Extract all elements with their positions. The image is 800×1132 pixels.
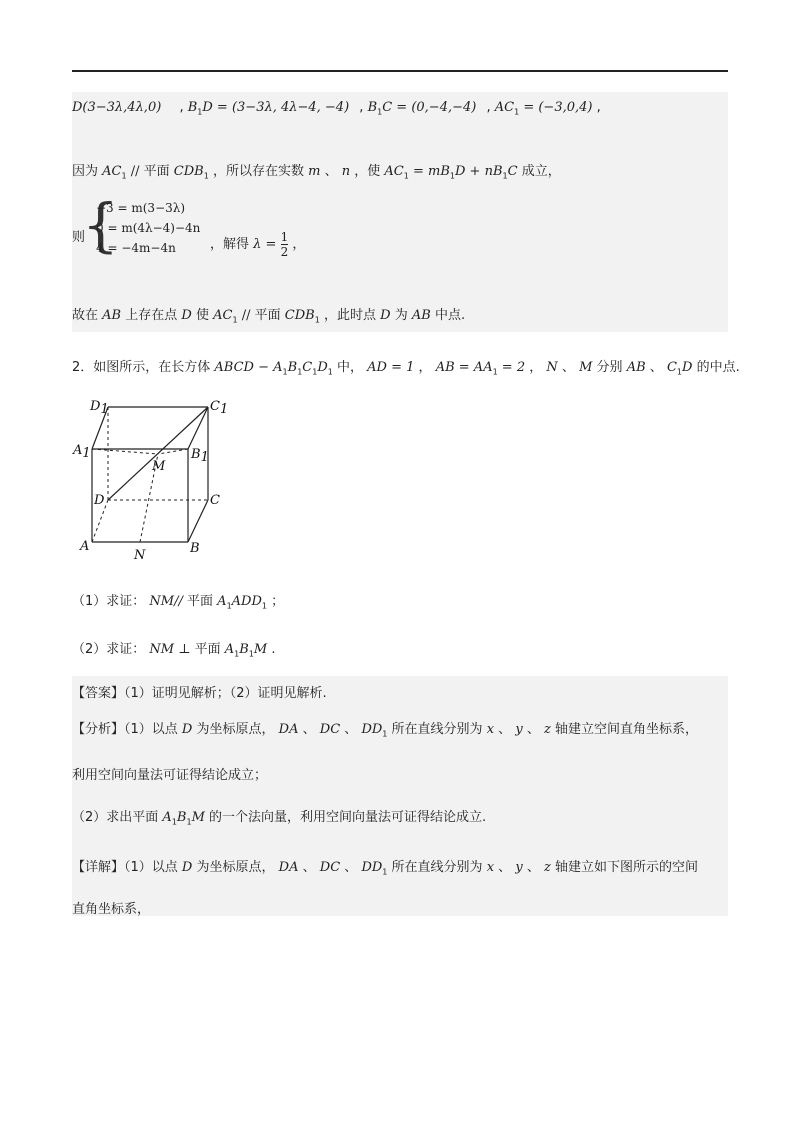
line-coords: D(3−3λ,4λ,0) , $B_1D = (3-3\lambda$, 4λ−4, −4) , $B_1C = (0,-4,-4)$ , $AC_1 = (-3,0,4)$ ,	[72, 100, 601, 117]
label-c1: C1	[210, 399, 229, 417]
analysis-line-2: 利用空间向量法可证得结论成立；	[72, 768, 268, 783]
detail-line-2: 直角坐标系，	[72, 902, 151, 917]
solve-result: ，解得 λ = $\frac{1}{2}$ ，	[210, 230, 306, 259]
cuboid-figure	[70, 392, 240, 567]
line-coplanar: 因为 $AC_1$ // 平面 $CDB_1$ ，所以存在实数 m 、 n ，使 $AC_1 = mB_1D + nB_1C$ 成立，	[72, 164, 561, 181]
header-rule	[72, 70, 728, 72]
vector-ac1: = (−3,0,4)	[519, 100, 593, 115]
label-m: M	[152, 459, 166, 474]
segment-a1m	[92, 449, 158, 454]
edge-bc	[188, 500, 208, 542]
equation-2: 0 = m(4λ−4)−4n	[96, 221, 201, 235]
label-a: A	[80, 539, 90, 554]
fraction-half: $\frac{1}{2}$	[280, 230, 289, 259]
label-ze: 则	[72, 230, 86, 245]
edge-c1b1	[188, 407, 208, 449]
equation-system	[96, 198, 200, 258]
analysis-line-3: （2）求出平面 $A_1B_1M$ 的一个法向量，利用空间向量法可证得结论成立.	[72, 810, 487, 827]
equation-1: −3 = m(3−3λ)	[96, 201, 186, 215]
label-a1: A1	[73, 443, 91, 461]
vector-b1d: D = (3−3λ, 4λ−4, −4)	[202, 100, 350, 115]
question-2: 2．如图所示，在长方体 ABCD − $A_1B_1C_1D_1$ 中， AD = 1 ， AB = $AA_1 = 2$ ， N 、 M 分别 AB 、 $C_1D$ 的中点.	[72, 360, 740, 377]
answer-block	[72, 676, 728, 916]
system-brace: {	[82, 191, 119, 259]
point-d-coords: D(3−3λ,4λ,0)	[72, 100, 162, 115]
equation-3: 4 = −4m−4n	[96, 241, 176, 255]
line-conclusion: 故在 AB 上存在点 D 使 $AC_1$ // 平面 $CDB_1$ ，此时点 D 为 AB 中点.	[72, 308, 466, 325]
analysis-line-1: 【分析】（1）以点 D 为坐标原点， DA 、 DC 、 $DD_1$ 所在直线分别为 x 、 y 、 z 轴建立空间直角坐标系，	[72, 722, 698, 739]
label-b1: B1	[191, 447, 209, 465]
label-n: N	[134, 548, 146, 563]
vector-b1c: C = (0,−4,−4)	[382, 100, 477, 115]
label-d1: D1	[90, 399, 109, 417]
label-c: C	[210, 493, 220, 508]
part-1: （1）求证： NM// 平面 $A_1ADD_1$ ；	[72, 594, 285, 611]
answer-line: 【答案】（1）证明见解析；（2）证明见解析.	[72, 686, 327, 701]
part-2: （2）求证： NM ⊥ 平面 $A_1B_1M$ .	[72, 642, 276, 659]
label-b: B	[190, 541, 200, 556]
label-d: D	[94, 493, 105, 508]
detail-line-1: 【详解】（1）以点 D 为坐标原点， DA 、 DC 、 $DD_1$ 所在直线分别为 x 、 y 、 z 轴建立如下图所示的空间	[72, 860, 698, 877]
